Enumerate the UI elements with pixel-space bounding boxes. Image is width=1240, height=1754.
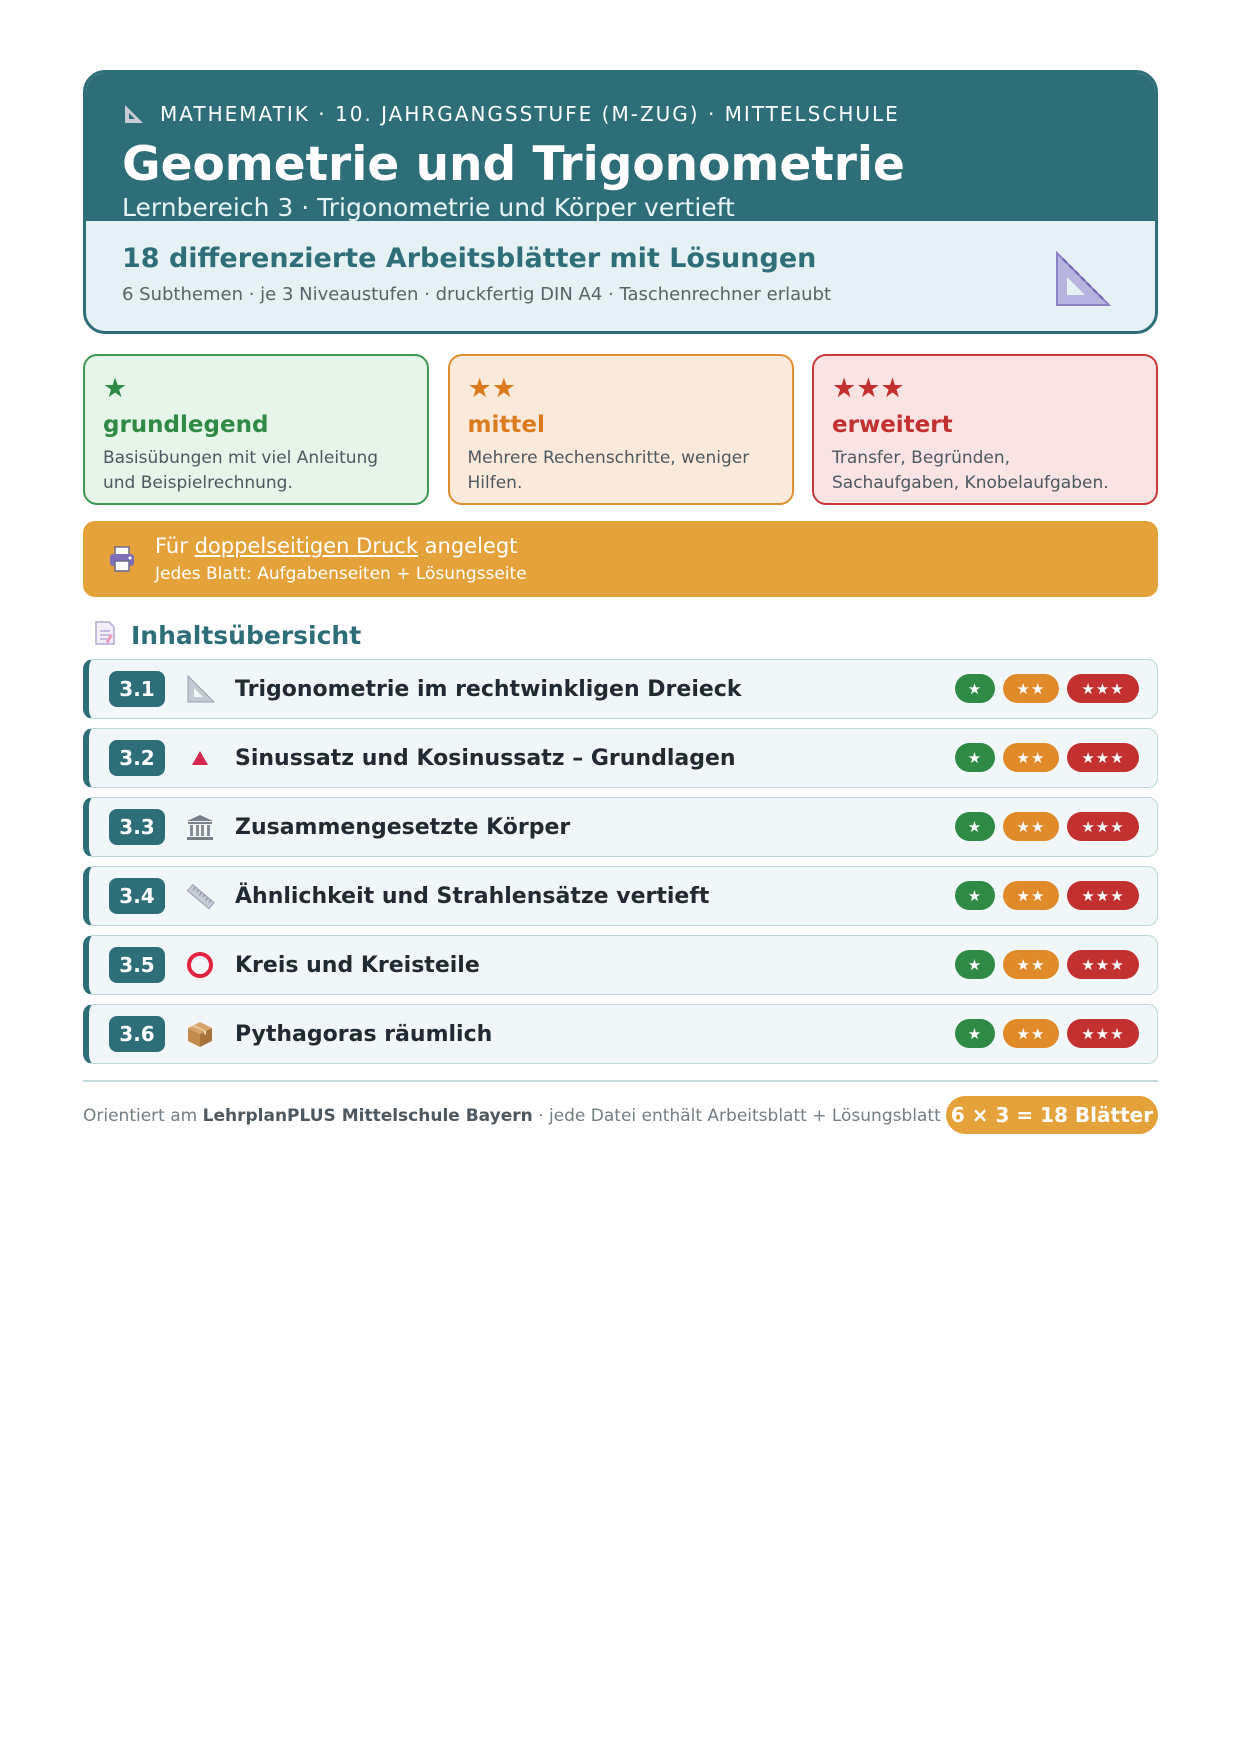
print-banner-prefix: Für <box>155 534 195 558</box>
level-pills <box>947 881 1139 910</box>
page-title: Geometrie und Trigonometrie <box>122 137 905 192</box>
level-description: Basisübungen mit viel Anleitung und Beispielrechnung. <box>103 448 379 493</box>
level-stars: ★ <box>103 373 128 404</box>
level-legend <box>83 354 1158 505</box>
contents-row[interactable] <box>83 866 1158 926</box>
level-card-mittel <box>448 354 794 505</box>
section-number: 3.1 <box>109 671 165 707</box>
contents-row[interactable] <box>83 935 1158 995</box>
pill-grundlegend[interactable]: ★ <box>955 881 995 910</box>
pill-grundlegend[interactable]: ★ <box>955 812 995 841</box>
package-icon <box>183 1019 217 1049</box>
pill-mittel[interactable]: ★★ <box>1003 950 1059 979</box>
contents-heading-row <box>83 617 1158 653</box>
header-card <box>83 70 1158 334</box>
contents-row[interactable] <box>83 728 1158 788</box>
sheets-subtitle: 6 Subthemen · je 3 Niveaustufen · druckfertig DIN A4 · Taschenrechner erlaubt <box>122 284 832 305</box>
ruler-icon <box>183 881 217 911</box>
section-title: Trigonometrie im rechtwinkligen Dreieck <box>235 676 742 702</box>
pill-erweitert[interactable]: ★★★ <box>1067 674 1139 703</box>
section-number: 3.5 <box>109 947 165 983</box>
header-top <box>86 73 1155 221</box>
print-banner-subtitle: Jedes Blatt: Aufgabenseiten + Lösungsseite <box>155 564 527 584</box>
level-stars: ★★ <box>467 373 516 404</box>
pill-grundlegend[interactable]: ★ <box>955 950 995 979</box>
pill-grundlegend[interactable]: ★ <box>955 1019 995 1048</box>
page-content <box>83 70 1158 1146</box>
section-title: Kreis und Kreisteile <box>235 952 480 978</box>
pill-grundlegend[interactable]: ★ <box>955 743 995 772</box>
pill-mittel[interactable]: ★★ <box>1003 674 1059 703</box>
pill-mittel[interactable]: ★★ <box>1003 1019 1059 1048</box>
footer-prefix: Orientiert am <box>83 1106 203 1126</box>
section-title: Pythagoras räumlich <box>235 1021 493 1047</box>
section-title: Ähnlichkeit und Strahlensätze vertieft <box>235 883 710 909</box>
level-card-grundlegend <box>83 354 429 505</box>
level-name: mittel <box>467 412 545 438</box>
pill-mittel[interactable]: ★★ <box>1003 743 1059 772</box>
level-name: grundlegend <box>103 412 269 438</box>
level-description: Mehrere Rechenschritte, weniger Hilfen. <box>467 448 750 493</box>
red-triangle-icon <box>183 749 217 767</box>
section-number: 3.2 <box>109 740 165 776</box>
section-title: Zusammengesetzte Körper <box>235 814 571 840</box>
sheet-count-badge: 6 × 3 = 18 Blätter <box>946 1096 1158 1134</box>
triangle-ruler-icon <box>1053 251 1111 313</box>
triangle-ruler-icon <box>122 102 146 126</box>
print-banner <box>83 521 1158 597</box>
pill-erweitert[interactable]: ★★★ <box>1067 812 1139 841</box>
contents-heading: Inhaltsübersicht <box>131 620 362 650</box>
level-pills <box>947 1019 1139 1048</box>
contents-row[interactable] <box>83 1004 1158 1064</box>
classical-building-icon <box>183 813 217 841</box>
level-pills <box>947 950 1139 979</box>
pill-erweitert[interactable]: ★★★ <box>1067 1019 1139 1048</box>
level-card-erweitert <box>812 354 1158 505</box>
sheets-title: 18 differenzierte Arbeitsblätter mit Lösungen <box>122 243 817 274</box>
triangle-ruler-icon <box>183 674 217 704</box>
eyebrow <box>122 99 1119 129</box>
level-pills <box>947 743 1139 772</box>
print-banner-link[interactable]: doppelseitigen Druck <box>194 534 418 558</box>
footer-curriculum: LehrplanPLUS Mittelschule Bayern <box>202 1106 533 1126</box>
section-number: 3.6 <box>109 1016 165 1052</box>
contents-list <box>83 659 1158 1064</box>
level-pills <box>947 812 1139 841</box>
pill-grundlegend[interactable]: ★ <box>955 674 995 703</box>
section-number: 3.3 <box>109 809 165 845</box>
footer-suffix: · jede Datei enthält Arbeitsblatt + Lösungsblatt <box>532 1106 941 1126</box>
level-pills <box>947 674 1139 703</box>
pill-erweitert[interactable]: ★★★ <box>1067 881 1139 910</box>
level-description: Transfer, Begründen, Sachaufgaben, Knobelaufgaben. <box>832 448 1109 493</box>
eyebrow-text: MATHEMATIK · 10. JAHRGANGSSTUFE (M-ZUG) · MITTELSCHULE <box>160 102 900 126</box>
page-subtitle: Lernbereich 3 · Trigonometrie und Körper vertieft <box>122 193 735 222</box>
section-number: 3.4 <box>109 878 165 914</box>
circle-icon <box>183 950 217 980</box>
document-icon <box>93 620 117 650</box>
contents-row[interactable] <box>83 797 1158 857</box>
level-name: erweitert <box>832 412 953 438</box>
header-info <box>86 221 1155 331</box>
pill-mittel[interactable]: ★★ <box>1003 812 1059 841</box>
print-banner-suffix: angelegt <box>417 534 518 558</box>
print-banner-title <box>155 534 527 558</box>
pill-erweitert[interactable]: ★★★ <box>1067 950 1139 979</box>
contents-row[interactable] <box>83 659 1158 719</box>
printer-icon <box>107 544 137 574</box>
section-title: Sinussatz und Kosinussatz – Grundlagen <box>235 745 736 771</box>
footer <box>83 1080 1158 1146</box>
level-stars: ★★★ <box>832 373 905 404</box>
pill-erweitert[interactable]: ★★★ <box>1067 743 1139 772</box>
pill-mittel[interactable]: ★★ <box>1003 881 1059 910</box>
footer-text <box>83 1106 941 1126</box>
